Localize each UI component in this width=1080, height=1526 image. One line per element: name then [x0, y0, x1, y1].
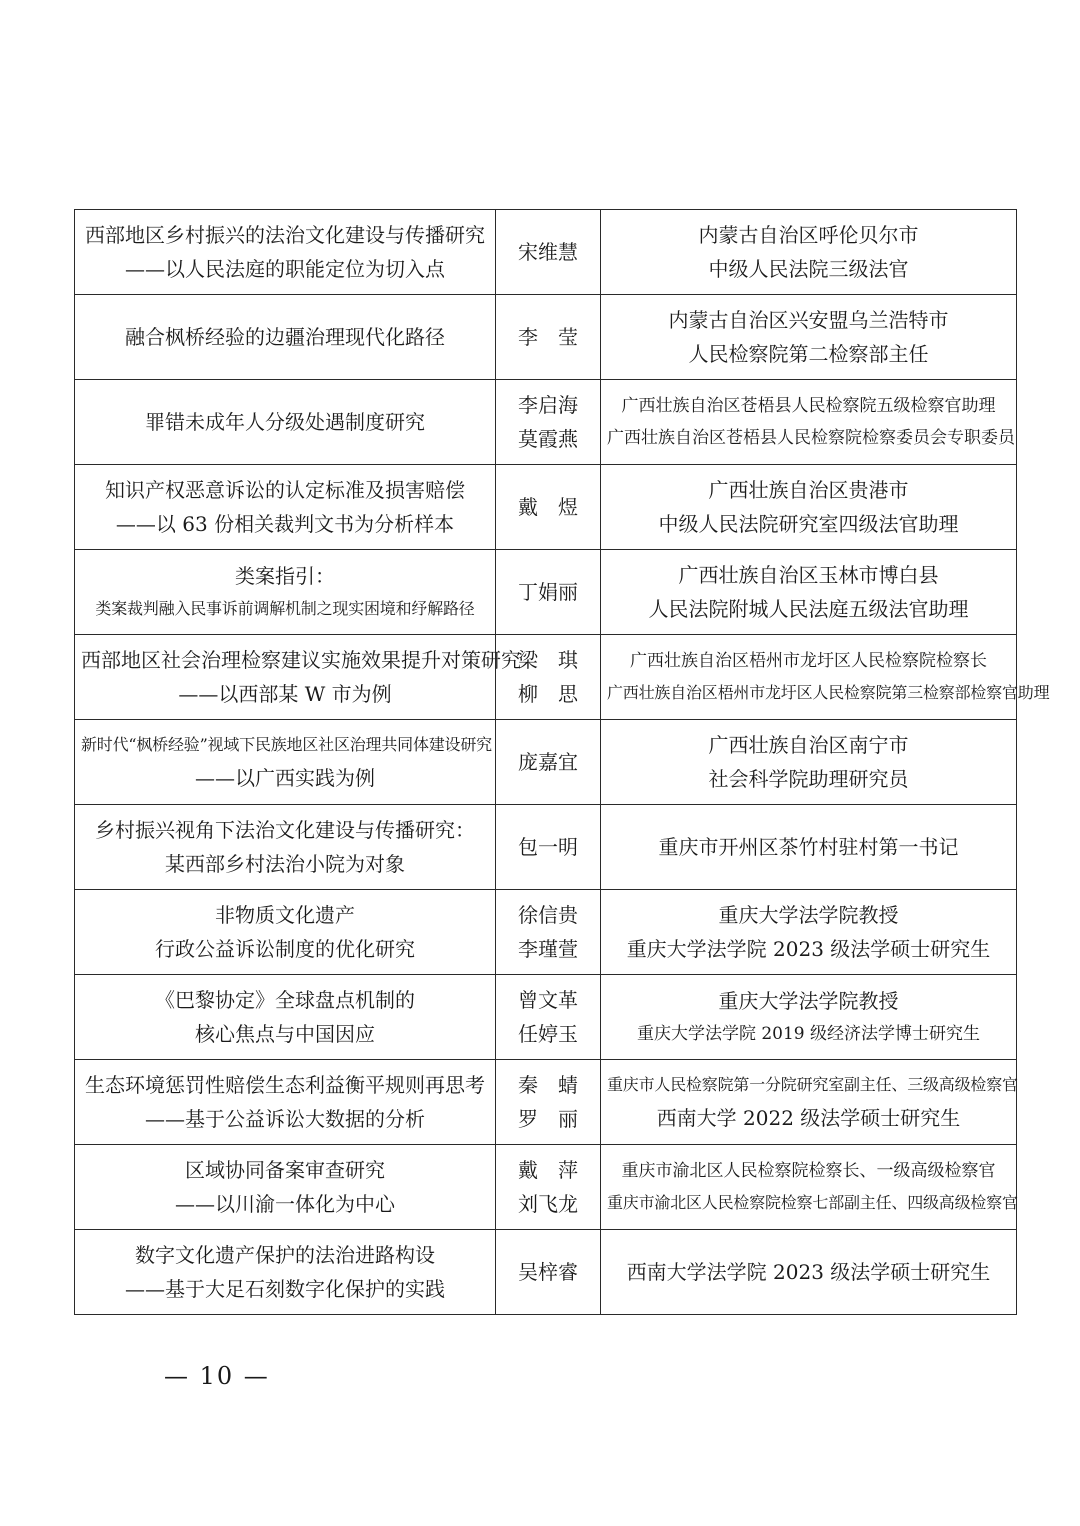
affiliation-cell — [601, 975, 1017, 1060]
affiliation-cell — [601, 805, 1017, 890]
paper-title-line: 新时代“枫桥经验”视域下民族地区社区治理共同体建设研究 — [81, 735, 492, 754]
affiliation-cell — [601, 550, 1017, 635]
table-row — [75, 805, 1017, 890]
affiliation-line: 西南大学 2022 级法学硕士研究生 — [656, 1106, 961, 1130]
author-cell — [496, 550, 601, 635]
table-row — [75, 975, 1017, 1060]
affiliation-line: 广西壮族自治区梧州市龙圩区人民检察院检察长 — [630, 651, 987, 671]
paper-title-line: 非物质文化遗产 — [215, 903, 355, 927]
paper-title-cell — [75, 380, 496, 465]
affiliation-cell — [601, 890, 1017, 975]
author-cell — [496, 805, 601, 890]
paper-title-line: 西部地区社会治理检察建议实施效果提升对策研究 — [81, 648, 521, 672]
affiliation-line: 广西壮族自治区玉林市博白县 — [678, 563, 939, 587]
paper-title-cell — [75, 635, 521, 720]
author-cell — [496, 465, 601, 550]
affiliation-cell — [601, 465, 1017, 550]
affiliation-line: 广西壮族自治区贵港市 — [708, 478, 909, 502]
affiliation-line: 人民检察院第二检察部主任 — [688, 342, 929, 366]
author-cell — [496, 295, 601, 380]
author-name: 丁娟丽 — [518, 580, 578, 604]
paper-title-line: 类案裁判融入民事诉前调解机制之现实困境和纾解路径 — [95, 599, 475, 618]
paper-title-line: 数字文化遗产保护的法治进路构设 — [135, 1243, 435, 1267]
affiliation-line: 重庆市渝北区人民检察院检察长、一级高级检察官 — [621, 1161, 996, 1181]
table-row — [75, 1060, 1017, 1145]
affiliation-line: 广西壮族自治区苍梧县人民检察院检察委员会专职委员 — [607, 428, 1015, 448]
affiliation-cell — [601, 1060, 1017, 1145]
paper-title-line: 西部地区乡村振兴的法治文化建设与传播研究 — [85, 223, 485, 247]
author-name: 罗 丽 — [518, 1107, 578, 1131]
table-row — [75, 380, 1017, 465]
table-row — [75, 465, 1017, 550]
affiliation-line: 重庆市渝北区人民检察院检察七部副主任、四级高级检察官 — [607, 1193, 1018, 1212]
paper-title-cell — [75, 1145, 496, 1230]
author-name: 戴 煜 — [518, 495, 578, 519]
author-name: 宋维慧 — [518, 240, 578, 264]
table-row — [75, 720, 1017, 805]
table-row — [75, 1145, 1017, 1230]
affiliation-line: 广西壮族自治区梧州市龙圩区人民检察院第三检察部检察官助理 — [607, 683, 1050, 702]
paper-title-cell — [75, 975, 496, 1060]
author-cell — [496, 1145, 601, 1230]
affiliation-cell — [601, 295, 1017, 380]
author-name: 任婷玉 — [518, 1022, 578, 1046]
affiliation-cell — [601, 210, 1017, 295]
paper-title-line: ——以 63 份相关裁判文书为分析样本 — [115, 512, 455, 536]
author-name: 李启海 — [518, 393, 578, 417]
affiliation-cell — [601, 635, 1050, 720]
paper-title-line: 生态环境惩罚性赔偿生态利益衡平规则再思考 — [85, 1073, 485, 1097]
paper-title-line: 某西部乡村法治小院为对象 — [165, 852, 405, 876]
paper-title-line: ——以西部某 W 市为例 — [178, 682, 392, 706]
author-cell — [496, 210, 601, 295]
awards-table-body — [75, 210, 1050, 1315]
paper-title-cell — [75, 805, 496, 890]
author-name: 徐信贵 — [518, 903, 578, 927]
author-name: 秦 蜻 — [518, 1073, 578, 1097]
table-row — [75, 210, 1017, 295]
affiliation-line: 中级人民法院三级法官 — [708, 257, 909, 281]
paper-title-line: 知识产权恶意诉讼的认定标准及损害赔偿 — [105, 478, 465, 502]
affiliation-line: 内蒙古自治区呼伦贝尔市 — [698, 223, 919, 247]
author-cell — [496, 720, 601, 805]
paper-title-line: ——基于大足石刻数字化保护的实践 — [125, 1277, 445, 1301]
affiliation-line: 重庆大学法学院 2023 级法学硕士研究生 — [626, 937, 991, 961]
paper-title-cell — [75, 210, 496, 295]
page-number: — 10 — — [164, 1362, 270, 1390]
author-name: 莫霞燕 — [518, 427, 578, 451]
paper-title-cell — [75, 550, 496, 635]
author-cell — [496, 1230, 601, 1315]
author-name: 李瑾萱 — [518, 937, 578, 961]
paper-title-cell — [75, 720, 496, 805]
affiliation-line: 重庆市人民检察院第一分院研究室副主任、三级高级检察官 — [607, 1075, 1018, 1094]
affiliation-line: 重庆市开州区茶竹村驻村第一书记 — [658, 835, 959, 859]
paper-title-line: 行政公益诉讼制度的优化研究 — [155, 937, 415, 961]
author-cell — [496, 380, 601, 465]
author-name: 梁 琪 — [518, 648, 578, 672]
paper-title-cell — [75, 295, 496, 380]
author-name: 吴梓睿 — [518, 1260, 578, 1284]
author-name: 李 莹 — [518, 325, 578, 349]
author-name: 包一明 — [518, 835, 578, 859]
paper-title-line: 《巴黎协定》全球盘点机制的 — [155, 988, 415, 1012]
paper-title-line: ——以人民法庭的职能定位为切入点 — [125, 257, 445, 281]
paper-title-line: 乡村振兴视角下法治文化建设与传播研究： — [95, 818, 475, 842]
affiliation-line: 重庆大学法学院教授 — [718, 903, 899, 927]
author-name: 刘飞龙 — [518, 1192, 578, 1216]
author-name: 戴 萍 — [518, 1158, 578, 1182]
affiliation-line: 社会科学院助理研究员 — [708, 767, 909, 791]
author-name: 曾文革 — [518, 988, 578, 1012]
table-row — [75, 550, 1017, 635]
paper-title-line: 类案指引： — [235, 564, 335, 588]
paper-title-line: 核心焦点与中国因应 — [195, 1022, 375, 1046]
awards-table — [74, 209, 1050, 1315]
affiliation-line: 西南大学法学院 2023 级法学硕士研究生 — [626, 1260, 991, 1284]
paper-title-cell — [75, 1230, 496, 1315]
table-row — [75, 295, 1017, 380]
author-cell — [496, 975, 601, 1060]
affiliation-cell — [601, 380, 1017, 465]
affiliation-cell — [601, 1145, 1017, 1230]
paper-title-line: ——基于公益诉讼大数据的分析 — [145, 1107, 425, 1131]
paper-title-line: ——以广西实践为例 — [195, 766, 375, 790]
paper-title-line: 区域协同备案审查研究 — [185, 1158, 385, 1182]
author-cell — [496, 1060, 601, 1145]
author-name: 庞嘉宜 — [518, 750, 578, 774]
paper-title-cell — [75, 1060, 496, 1145]
affiliation-cell — [601, 720, 1017, 805]
affiliation-line: 中级人民法院研究室四级法官助理 — [658, 512, 959, 536]
paper-title-cell — [75, 465, 496, 550]
table-row — [75, 635, 1017, 720]
table-row — [75, 1230, 1017, 1315]
affiliation-line: 广西壮族自治区南宁市 — [708, 733, 909, 757]
paper-title-line: 融合枫桥经验的边疆治理现代化路径 — [125, 325, 445, 349]
affiliation-line: 内蒙古自治区兴安盟乌兰浩特市 — [668, 308, 949, 332]
author-name: 柳 思 — [518, 682, 578, 706]
affiliation-line: 广西壮族自治区苍梧县人民检察院五级检察官助理 — [621, 396, 996, 416]
table-row — [75, 890, 1017, 975]
author-cell — [496, 890, 601, 975]
affiliation-line: 重庆大学法学院 2019 级经济法学博士研究生 — [636, 1024, 981, 1044]
affiliation-line: 重庆大学法学院教授 — [718, 989, 899, 1013]
affiliation-cell — [601, 1230, 1017, 1315]
paper-title-cell — [75, 890, 496, 975]
affiliation-line: 人民法院附城人民法庭五级法官助理 — [648, 597, 969, 621]
paper-title-line: 罪错未成年人分级处遇制度研究 — [145, 410, 425, 434]
paper-title-line: ——以川渝一体化为中心 — [175, 1192, 395, 1216]
